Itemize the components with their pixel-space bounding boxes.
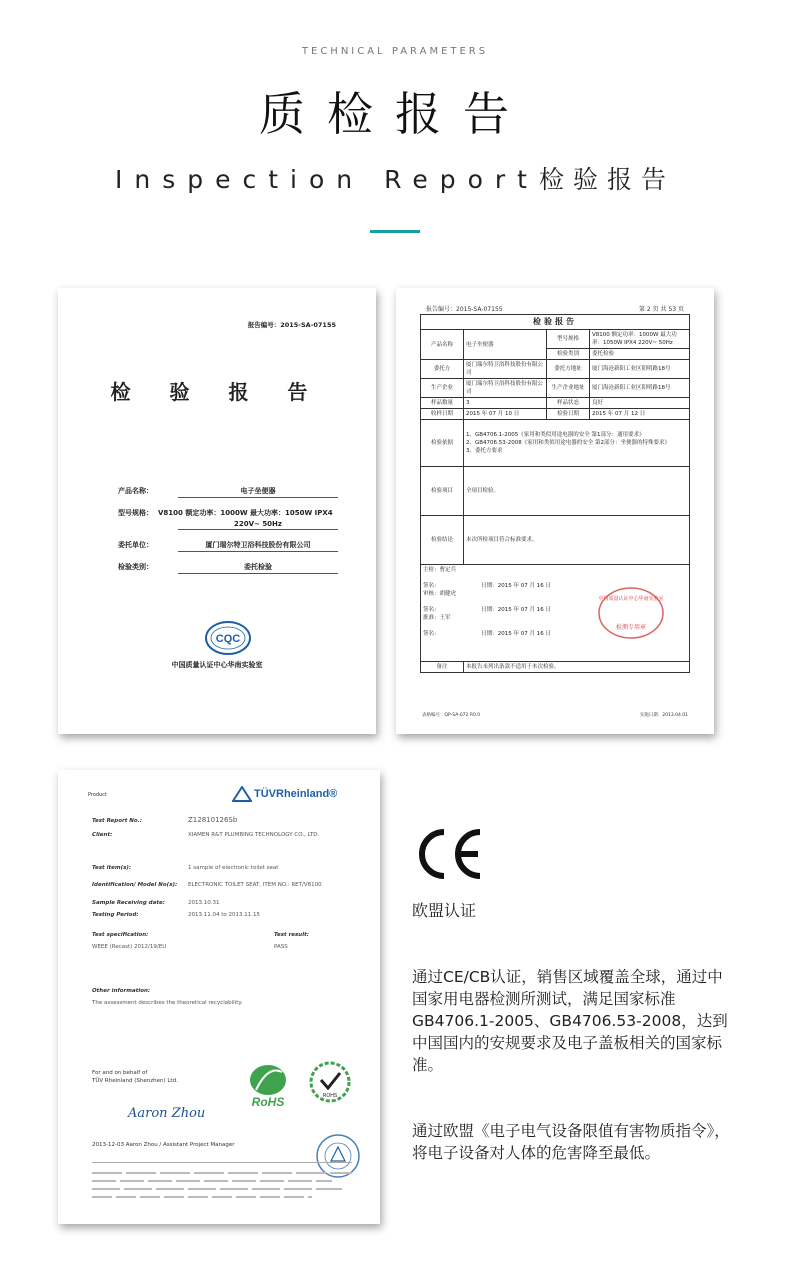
tuv-row-label: Test Report No.: [92, 818, 142, 824]
tuv-for-label: For and on behalf of [92, 1070, 148, 1076]
red-seal-stamp [596, 584, 666, 642]
cell-label: 检验依据 [421, 420, 464, 467]
cell-value: 厦门海沧新阳工业区阳明路18号 [590, 360, 690, 379]
tuv-row-label: Test specification: [92, 932, 149, 938]
basis-line: 1、GB4706.1-2005《家用和类似用途电器的安全 第1部分：通用要求》 [466, 432, 645, 438]
cover-label: 型号规格： [118, 509, 153, 517]
tuv-product-label: Product [88, 792, 107, 798]
cell-label: 样品状态 [547, 398, 590, 409]
tuv-brand: TÜVRheinland® [254, 788, 338, 800]
tuv-result-value: PASS [274, 944, 288, 950]
cell-label: 检验日期 [547, 409, 590, 420]
tuv-for-org: TÜV Rheinland (Shenzhen) Ltd. [92, 1078, 178, 1084]
basis-cell [464, 420, 690, 467]
page-title: 质检报告 [259, 87, 531, 141]
tuv-row-value: ELECTRONIC TOILET SEAT, ITEM NO.: RET/V8100 [188, 882, 322, 888]
cover-value: 电子坐便器 [178, 486, 338, 498]
tuv-result-label: Test result: [274, 932, 309, 938]
accent-divider [370, 230, 420, 233]
cell-label: 检验结论 [421, 516, 464, 565]
tuv-row-value: XIAMEN R&T PLUMBING TECHNOLOGY CO., LTD. [188, 832, 320, 838]
basis-line: 3、委托方要求 [466, 448, 503, 454]
tuv-signature: Aaron Zhou [128, 1106, 206, 1121]
tuv-sign-line: 2013-12-03 Aaron Zhou / Assistant Project Manager [92, 1142, 235, 1148]
tuv-row-value: 1 sample of electronic toilet seat [188, 865, 279, 871]
footer-form-number: 表格编号：QP-SA-072 R0.0 [422, 713, 481, 718]
cell-label: 产品名称 [421, 330, 464, 360]
tuv-triangle-icon [232, 786, 252, 802]
tuv-row-value: Z12810126Sb [188, 816, 238, 824]
tuv-row-label: Testing Period: [92, 912, 139, 918]
inspection-report-document [396, 288, 714, 734]
tuv-report-document [58, 770, 380, 1224]
tuv-fine-print [92, 1180, 332, 1182]
table-title: 检验报告 [421, 315, 690, 330]
certification-title: 欧盟认证 [412, 901, 477, 920]
cover-label: 委托单位： [118, 541, 153, 549]
cell-label: 生产企业 [421, 379, 464, 398]
tuv-row-value: 2013.11.04 to 2013.11.15 [188, 912, 260, 918]
sign-label: 签名： [423, 583, 440, 589]
tuv-row-label: Identification/ Model No(s): [92, 882, 178, 888]
cell-label: 委托方地址 [547, 360, 590, 379]
cell-label: 检验项目 [421, 467, 464, 516]
basis-line: 2、GB4706.53-2008《家用和类似用途电器的安全 第2部分：坐便器的特殊要求》 [466, 440, 671, 446]
tuv-fine-print [92, 1172, 352, 1174]
sign-date: 日期：2015 年 07 月 16 日 [481, 583, 552, 589]
eyebrow-label: TECHNICAL PARAMETERS [301, 46, 489, 57]
tuv-row-value: WEEE (Recast) 2012/19/EU [92, 944, 167, 950]
cell-label: 收样日期 [421, 409, 464, 420]
cell-label: 生产企业地址 [547, 379, 590, 398]
cell-value: 本次所检项目符合标准要求。 [464, 516, 690, 565]
tuv-row-label: Sample Receiving date: [92, 900, 165, 906]
approver: 批准：王军 [423, 615, 451, 621]
tuv-row-label: Test item(s): [92, 865, 132, 871]
seal-text: 中国质量认证中心华南实验室 [598, 596, 664, 602]
report-number: 报告编号：2015-SA-07155 [426, 306, 503, 313]
chief-inspector: 主检：曹定兵 [423, 567, 457, 573]
page-subtitle [0, 160, 790, 196]
cover-organization: 中国质量认证中心华南实验室 [171, 661, 263, 669]
tuv-footer-divider [92, 1162, 352, 1163]
subtitle-english: Inspection Report [115, 165, 539, 194]
ce-mark-icon [414, 826, 484, 882]
cqc-logo [204, 620, 252, 656]
rohs-wreath-logo [302, 1060, 358, 1110]
cover-label: 产品名称： [118, 487, 153, 495]
cell-value: 厦门瑞尔特卫浴科技股份有限公司 [464, 360, 547, 379]
tuv-row-value: 2013.10.31 [188, 900, 220, 906]
cell-value: 良好 [590, 398, 690, 409]
cover-value: 220V~ 50Hz [178, 520, 338, 530]
cover-title: 检 验 报 告 [110, 380, 324, 404]
cell-value: 全项目检验。 [464, 467, 690, 516]
rohs-leaf-text: RoHS [251, 1095, 285, 1109]
sign-label: 签名： [423, 631, 440, 637]
tuv-fine-print [92, 1188, 342, 1190]
cell-value: 3 [464, 398, 547, 409]
cell-value: 本报告未列出条款不适用于本次检验。 [464, 662, 690, 673]
cell-label: 型号规格 [547, 330, 590, 349]
cell-label: 备注 [421, 662, 464, 673]
rohs-description: 通过欧盟《电子电气设备限值有害物质指令》，将电子设备对人体的危害降至最低。 [412, 1122, 730, 1162]
cover-value: V8100 额定功率：1000W 最大功率：1050W IPX4 [158, 509, 333, 517]
report-number: 报告编号：2015-SA-07155 [247, 321, 336, 329]
cell-value: 委托检验 [590, 349, 690, 360]
cell-label: 委托方 [421, 360, 464, 379]
seal-inner-text: 检测专用章 [615, 624, 647, 631]
cover-value: 委托检验 [178, 562, 338, 574]
rohs-wreath-text: ROHS [322, 1093, 338, 1099]
cell-value: 2015 年 07 月 12 日 [590, 409, 690, 420]
cell-value: V8100 额定功率：1000W 最大功率：1050W IPX4 220V~ 50Hz [590, 330, 690, 349]
rohs-leaf-logo [238, 1060, 298, 1110]
page-number: 第 2 页 共 53 页 [639, 306, 684, 313]
cell-value: 2015 年 07 月 10 日 [464, 409, 547, 420]
cover-label: 检验类别： [118, 563, 153, 571]
certification-description: 通过CE/CB认证，销售区域覆盖全球，通过中国家用电器检测所测试，满足国家标准GB4706.1-2005、GB4706.53-2008，达到中国国内的安规要求及电子盖板相关的国家标准。 [412, 968, 728, 1074]
footer-date: 实施日期：2013.04.01 [639, 713, 688, 718]
sign-date: 日期：2015 年 07 月 16 日 [481, 607, 552, 613]
tuv-fine-print [92, 1196, 312, 1198]
cell-value: 厦门海沧新阳工业区阳明路18号 [590, 379, 690, 398]
cqc-logo-text: CQC [215, 633, 241, 645]
tuv-row-value: The assessment describes the theoretical recyclability. [92, 1000, 243, 1006]
sign-date: 日期：2015 年 07 月 16 日 [481, 631, 552, 637]
cell-value: 电子坐便器 [464, 330, 547, 360]
cover-value: 厦门瑞尔特卫浴科技股份有限公司 [178, 540, 338, 552]
subtitle-chinese: 检验报告 [538, 165, 675, 194]
cell-value: 厦门瑞尔特卫浴科技股份有限公司 [464, 379, 547, 398]
report-cover-document [58, 288, 376, 734]
tuv-row-label: Other information: [92, 988, 151, 994]
sign-label: 签名： [423, 607, 440, 613]
reviewer: 审核：胡健虎 [423, 591, 457, 597]
tuv-row-label: Client: [92, 832, 113, 838]
cell-label: 样品数量 [421, 398, 464, 409]
cell-label: 检验类别 [547, 349, 590, 360]
